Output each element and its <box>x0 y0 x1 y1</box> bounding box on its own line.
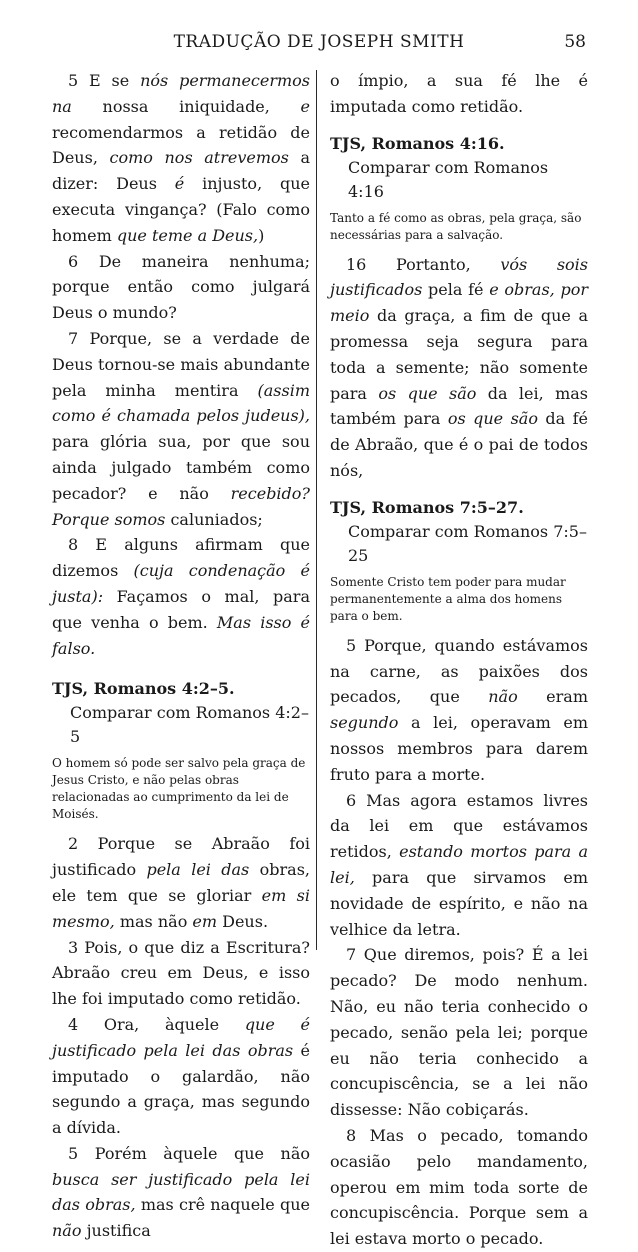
verse-text: eram <box>517 687 588 707</box>
verse-text: pela fé <box>422 280 490 300</box>
verse-paragraph <box>330 1123 588 1252</box>
verse-text: o ímpio, a sua fé lhe é imputada como retidão. <box>330 71 588 116</box>
verse-text: 5 Porém àquele que não <box>68 1143 310 1163</box>
verse-text: 6 De maneira nenhuma; porque então como julgará Deus o mundo? <box>52 251 310 323</box>
italic-text: Mas isso é falso. <box>52 612 310 658</box>
verse-text: Deus. <box>217 911 269 931</box>
verse-paragraph <box>52 935 310 1012</box>
verse-text: 5 Porque, quando estávamos na carne, as paixões dos pecados, que <box>330 635 588 707</box>
italic-text: em si mesmo, <box>52 885 310 931</box>
italic-text: em <box>192 911 218 931</box>
italic-text: (assim como é chamada pelos judeus), <box>52 380 310 426</box>
section-heading <box>330 132 588 204</box>
italic-text: e obras, por meio <box>330 280 588 326</box>
italic-text: busca ser justificado pela lei das obras, <box>52 1169 310 1215</box>
verse-paragraph <box>52 1141 310 1244</box>
section-subheading: Comparar com Romanos 4:2–5 <box>70 703 309 747</box>
verse-text: a lei, operavam em nossos membros para darem fruto para a morte. <box>330 713 588 784</box>
verse-text: para glória sua, por que sou ainda julgado também como pecador? e não <box>52 432 310 503</box>
section-heading <box>52 677 310 749</box>
verse-text: caluniados; <box>165 509 263 529</box>
verse-text: para que sirvamos em novidade de espírito, e não na velhice da letra. <box>330 867 588 939</box>
verse-text: 7 Porque, se a verdade de Deus tornou-se mais abundante pela minha mentira <box>52 328 310 400</box>
verse-paragraph <box>52 831 310 934</box>
verse-text: a dizer: Deus <box>52 148 310 194</box>
verse-text: Façamos o mal, para que venha o bem. <box>52 586 310 632</box>
verse-text: 4 Ora, àquele <box>68 1014 245 1034</box>
verse-text: 7 Que diremos, pois? É a lei pecado? De modo nenhum. Não, eu não teria conhecido o pecado, senão pela lei; porque eu não teria conhecido a concupiscência, se a lei não dissesse: Não cobiçarás. <box>330 945 588 1120</box>
verse-text: ) <box>258 225 265 245</box>
italic-text: (cuja condenação é justa): <box>52 561 311 606</box>
section-summary: Tanto a fé como as obras, pela graça, são necessárias para a salvação. <box>330 210 582 242</box>
verse-text: nossa iniquidade, <box>71 96 301 116</box>
page-header <box>0 32 638 62</box>
italic-text: e <box>300 96 310 116</box>
verse-text: mas crê naquele que <box>135 1195 310 1215</box>
verse-paragraph <box>330 788 588 943</box>
verse-text: da lei, mas também para <box>330 383 589 429</box>
section-block <box>52 677 310 823</box>
italic-text: vós sois justificados <box>330 254 588 300</box>
verse-paragraph <box>330 942 588 1123</box>
italic-text: pela lei das <box>146 860 250 880</box>
section-summary: Somente Cristo tem poder para mudar permanentemente a alma dos homens para o bem. <box>330 574 566 623</box>
section-title: TJS, Romanos 4:16. <box>330 133 505 153</box>
verse-text: 16 Portanto, <box>346 254 501 274</box>
verse-text: 3 Pois, o que diz a Escritura? Abraão creu em Deus, e isso lhe foi imputado como retidão. <box>52 937 310 1009</box>
verse-text: mas não <box>114 911 193 931</box>
verse-text: obras, ele tem que se gloriar <box>52 860 310 905</box>
left-column <box>52 68 310 1244</box>
italic-text: estando mortos para a lei, <box>330 842 588 887</box>
verse-text: da graça, a fim de que a promessa seja segura para toda a semente; não somente para <box>330 306 588 403</box>
italic-text: os que são <box>447 409 538 429</box>
italic-text: como nos atrevemos <box>109 148 289 168</box>
section-title: TJS, Romanos 4:2–5. <box>52 679 235 699</box>
italic-text: nós permanecermos na <box>52 71 311 116</box>
column-divider <box>316 70 317 950</box>
verse-text: 6 Mas agora estamos livres da lei em que estávamos retidos, <box>330 790 588 862</box>
verse-paragraph <box>52 249 310 326</box>
italic-text: recebido? Porque somos <box>52 483 310 529</box>
section-subheading: Comparar com Romanos 4:16 <box>348 157 549 201</box>
running-title: TRADUÇÃO DE JOSEPH SMITH <box>173 32 465 52</box>
verse-text: injusto, que executa vingança? (Falo como homem <box>52 174 311 245</box>
verse-paragraph <box>52 68 310 249</box>
section-subheading: Comparar com Romanos 7:5–25 <box>348 521 587 565</box>
italic-text: não <box>52 1221 82 1241</box>
italic-text: que é justificado pela lei das obras <box>52 1014 310 1060</box>
page-number: 58 <box>564 32 586 52</box>
section-title: TJS, Romanos 7:5–27. <box>330 497 524 517</box>
italic-text: segundo <box>330 713 399 733</box>
verse-paragraph <box>330 252 588 484</box>
verse-paragraph <box>52 326 310 532</box>
verse-paragraph <box>52 532 310 661</box>
section-block <box>330 132 588 244</box>
verse-text: 8 Mas o pecado, tomando ocasião pelo mandamento, operou em mim toda sorte de concupiscência. Porque sem a lei estava morto o pecado. <box>330 1125 588 1249</box>
italic-text: que teme a Deus, <box>116 225 259 245</box>
verse-text: justifica <box>81 1221 151 1241</box>
italic-text: os que são <box>378 383 477 403</box>
verse-text: 8 E alguns afirmam que dizemos <box>52 535 310 581</box>
verse-text: da fé de Abraão, que é o pai de todos nós, <box>330 409 588 480</box>
section-summary: O homem só pode ser salvo pela graça de Jesus Cristo, e não pelas obras relacionadas ao cumprimento da lei de Moisés. <box>52 756 306 822</box>
italic-text: é <box>174 174 185 194</box>
verse-text: 2 Porque se Abraão foi justificado <box>52 834 310 880</box>
verse-text: recomendarmos a retidão de Deus, <box>52 122 310 168</box>
section-block <box>330 496 588 625</box>
verse-text: 5 E se <box>68 71 141 90</box>
section-heading <box>330 496 588 568</box>
italic-text: não <box>488 687 518 707</box>
verse-paragraph <box>330 68 588 120</box>
verse-paragraph <box>52 1012 310 1141</box>
verse-paragraph <box>330 633 588 788</box>
verse-text: é imputado o galardão, não segundo a graça, mas segundo a dívida. <box>52 1040 311 1138</box>
right-column <box>330 68 588 1252</box>
